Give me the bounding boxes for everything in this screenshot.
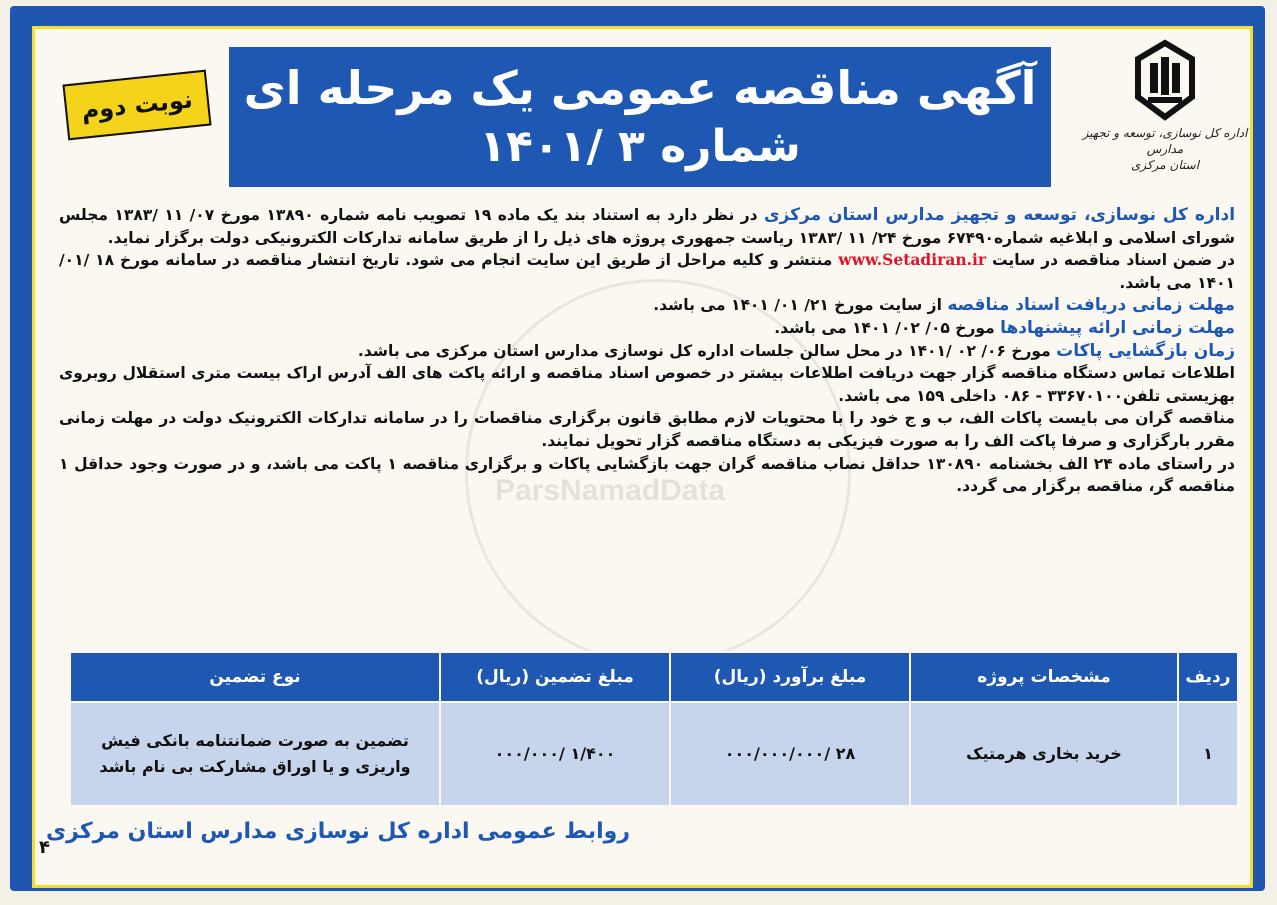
table-header-row [70, 652, 1238, 702]
tender-body [59, 204, 1235, 498]
public-relations-signature: روابط عمومی اداره کل نوسازی مدارس استان مرکزی [45, 819, 630, 844]
cell-project: خرید بخاری هرمتیک [910, 702, 1178, 806]
organization-logo [1075, 39, 1255, 179]
cell-row-number: ۱ [1178, 702, 1238, 806]
paragraph-envelopes: مناقصه گران می بایست پاکات الف، ب و ج خود را با محتویات لازم مطابق قانون برگزاری مناقصات را در سامانه تدارکات الکترونیک دولت در مهلت زمانی مقرر بارگزاری و صرفا پاکت الف را به صورت فیزیکی به دستگاه مناقصه گزار تحویل نمایند. [59, 409, 1235, 450]
watermark-text: ParsNamadData [495, 474, 726, 507]
col-row-number: ردیف [1178, 652, 1238, 702]
page-frame [10, 6, 1265, 891]
paragraph-site: در ضمن اسناد مناقصه در سایت www.Setadiran.ir منتشر و کلیه مراحل از طریق این سایت انجام می شود. تاریخ انتشار مناقصه در سامانه مورخ ۱۸ /۰۱/ ۱۴۰۱ می باشد. [59, 250, 1235, 292]
col-guarantee-type: نوع تضمین [70, 652, 440, 702]
paragraph-bid-deadline: مهلت زمانی ارائه پیشنهادها مورخ ۰۵/ ۰۲/ ۱۴۰۱ می باشد. [774, 317, 1235, 338]
logo-caption: اداره کل نوسازی، توسعه و تجهیز مدارس استان مرکزی [1082, 126, 1248, 172]
second-round-badge: نوبت دوم [62, 70, 211, 141]
paragraph-intro: اداره کل نوسازی، توسعه و تجهیز مدارس استان مرکزی در نظر دارد به استناد بند یک ماده ۱۹ تصویب نامه شماره ۱۳۸۹۰ مورخ ۰۷/ ۱۱ /۱۳۸۳ مجلس شورای اسلامی و ابلاغیه شماره۶۷۴۹۰ مورخ ۲۴/ ۱۱ /۱۳۸۳ ریاست جمهوری پروژه های ذیل را از طریق سامانه تدارکات الکترونیکی دولت برگزار نماید. [59, 205, 1236, 247]
setadiran-link[interactable]: www.Setadiran.ir [838, 250, 987, 270]
page-title: آگهی مناقصه عمومی یک مرحله ای [243, 61, 1037, 115]
cell-estimate: ۲۸ /۰۰۰/۰۰۰/۰۰۰ [670, 702, 910, 806]
tender-number: شماره ۳ /۱۴۰۱ [479, 121, 801, 172]
col-estimate: مبلغ برآورد (ریال) [670, 652, 910, 702]
paragraph-quorum: در راستای ماده ۲۴ الف بخشنامه ۱۳۰۸۹۰ حداقل نصاب مناقصه گران جهت بازگشایی پاکات و برگزاری مناقصه ۱ پاکت می باشد، و در صورت وجود حداقل ۱ مناقصه گر، مناقصه برگزار می گردد. [59, 454, 1235, 496]
title-banner [229, 47, 1051, 187]
logo-emblem-icon [1130, 39, 1200, 121]
cell-guarantee-amount: ۱/۴۰۰ /۰۰۰/۰۰۰ [440, 702, 670, 806]
advertisement-panel [32, 26, 1253, 888]
paragraph-contact: اطلاعات تماس دستگاه مناقصه گزار جهت دریافت اطلاعات بیشتر در خصوص اسناد مناقصه و ارائه پاکت های الف آدرس اراک بیست متری استقلال روبروی بهزیستی تلفن۳۳۶۷۰۱۰۰ - ۰۸۶ داخلی ۱۵۹ می باشد. [59, 364, 1235, 405]
paragraph-doc-deadline: مهلت زمانی دریافت اسناد مناقصه از سایت مورخ ۲۱/ ۰۱/ ۱۴۰۱ می باشد. [653, 295, 1235, 316]
col-project: مشخصات پروژه [910, 652, 1178, 702]
paragraph-opening: زمان بازگشایی پاکات مورخ ۰۶/ ۰۲ /۱۴۰۱ در محل سالن جلسات اداره کل نوسازی مدارس استان مرکزی می باشد. [357, 340, 1235, 361]
tender-table [69, 651, 1239, 807]
table-row [70, 702, 1238, 806]
col-guarantee-amount: مبلغ تضمین (ریال) [440, 652, 670, 702]
page-number: ۴ [39, 837, 50, 858]
cell-guarantee-type: تضمین به صورت ضمانتنامه بانکی فیش واریزی و یا اوراق مشارکت بی نام باشد [70, 702, 440, 806]
